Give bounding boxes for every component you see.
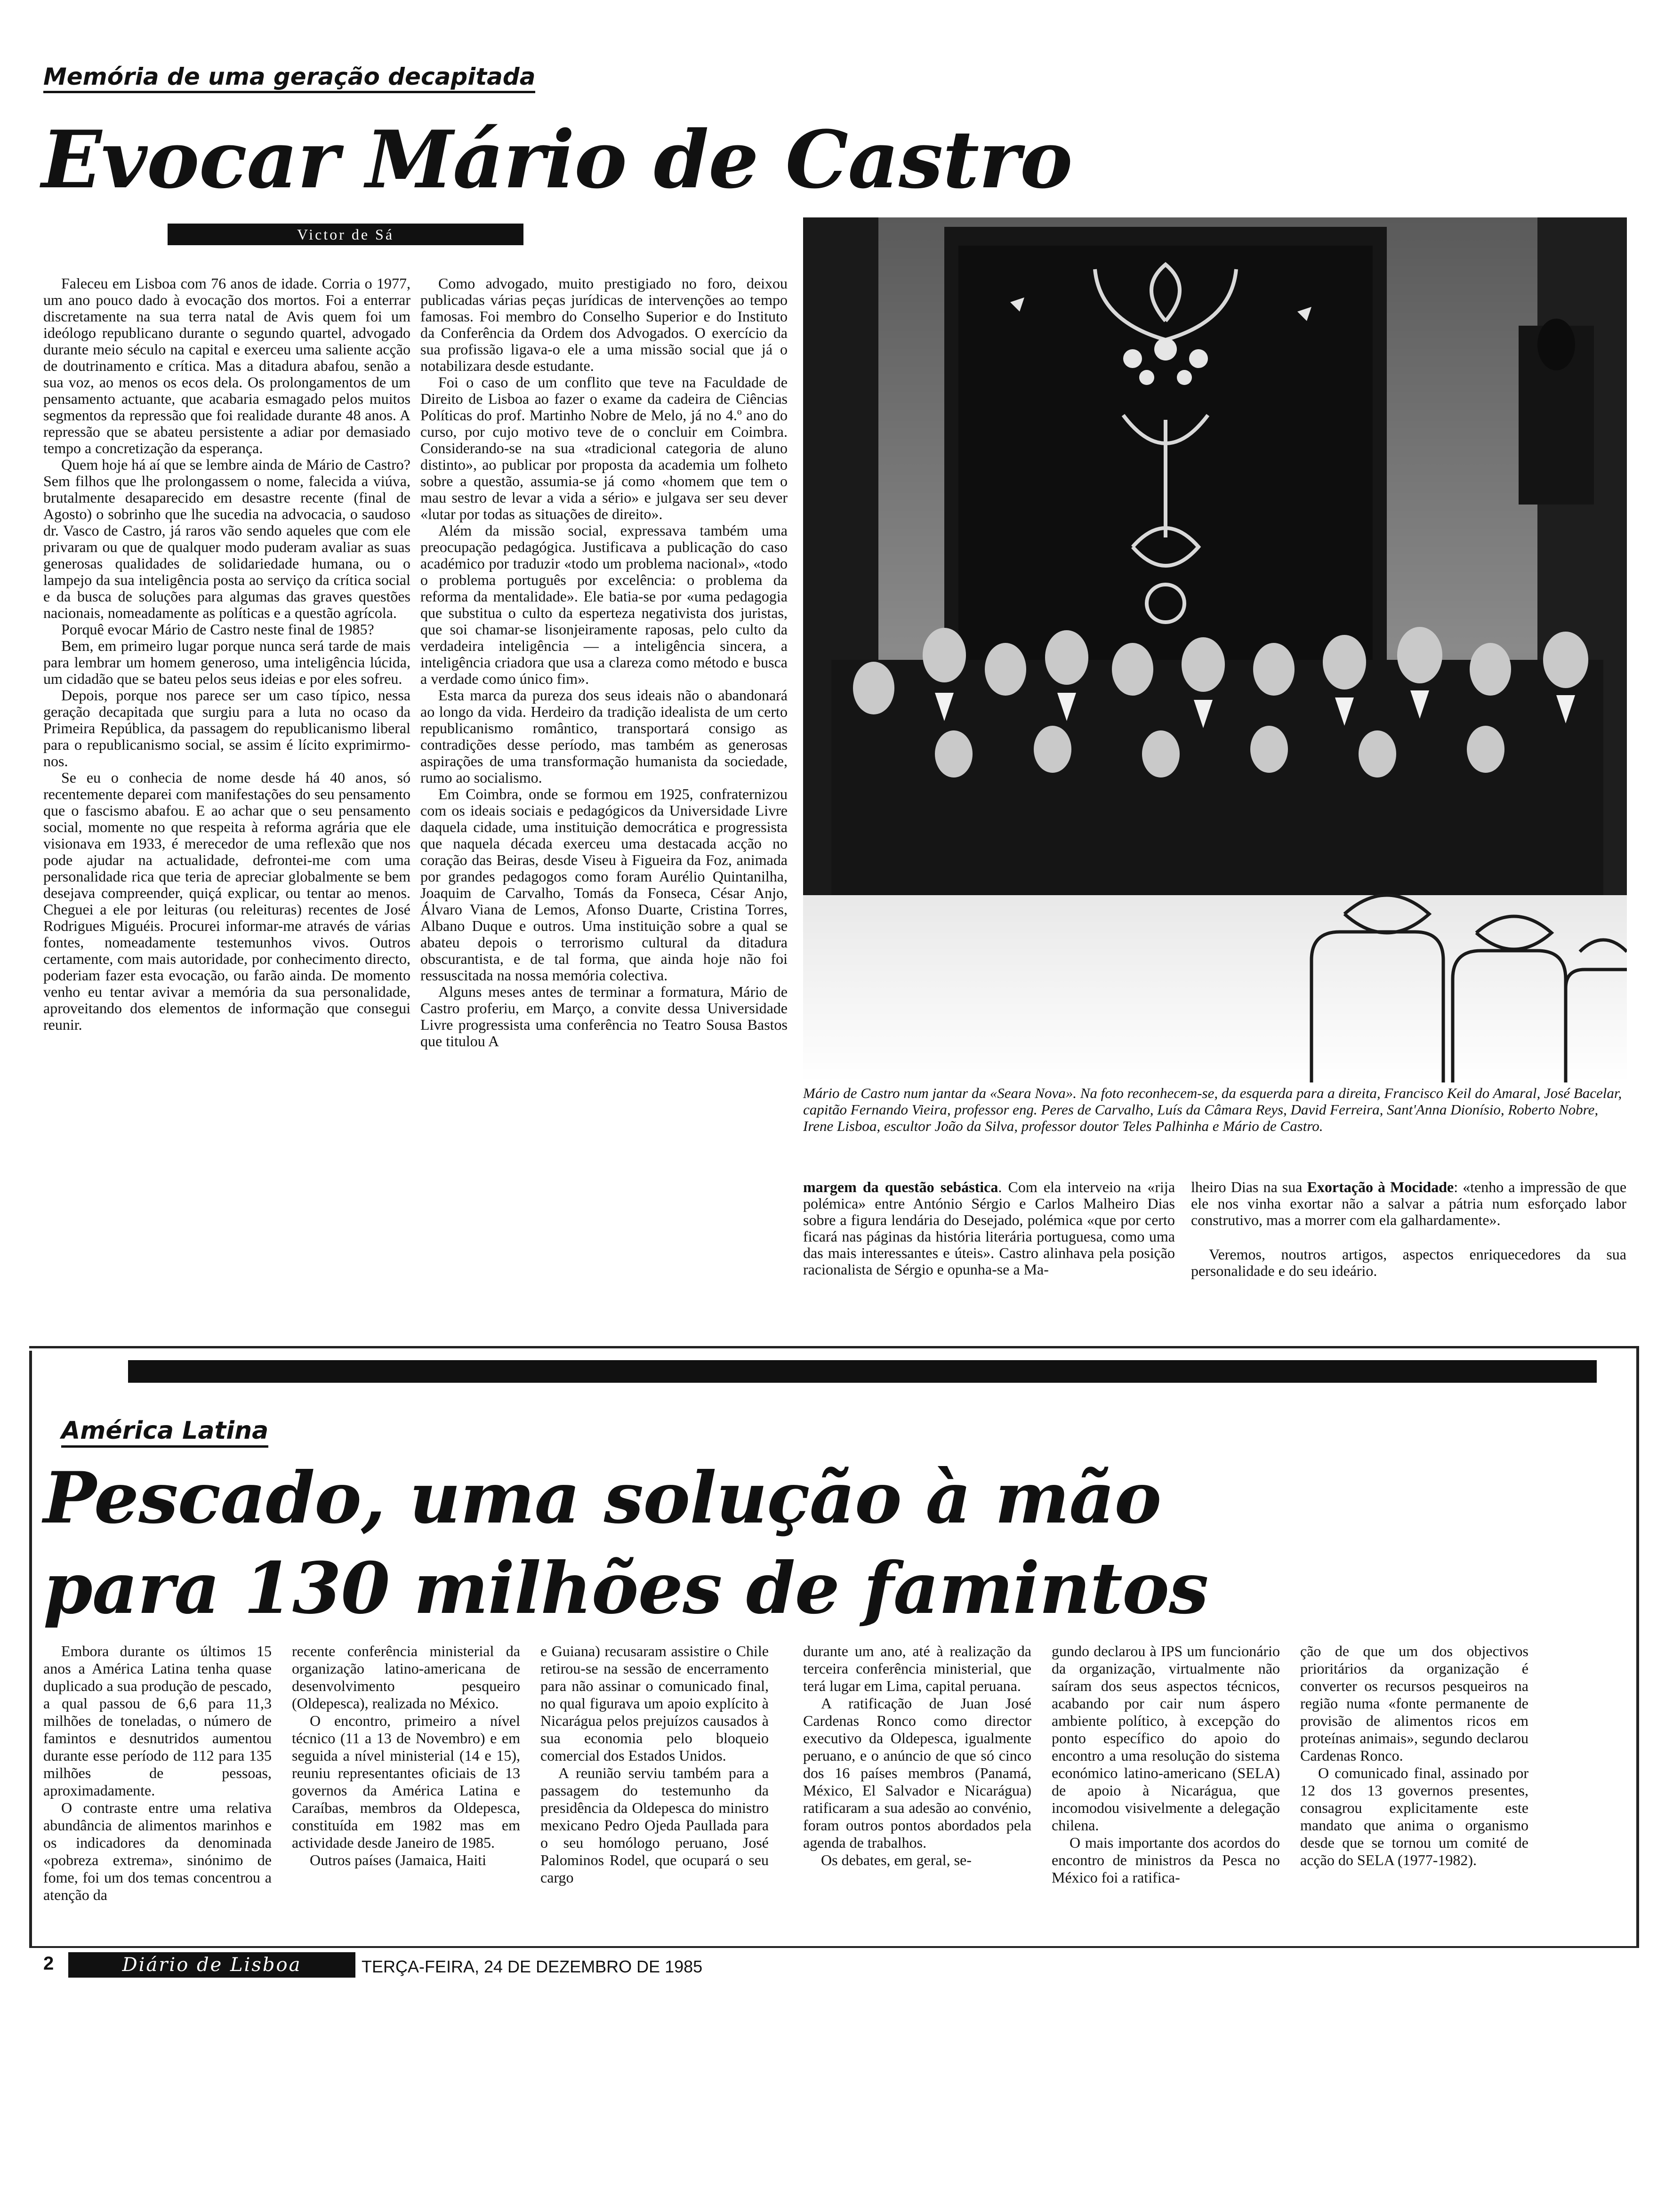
article-column-2 [292, 1643, 520, 1869]
article-headline-line-2: para 130 milhões de famintos [43, 1547, 1208, 1630]
paragraph: durante um ano, até à realização da terceira conferência ministerial, que terá lugar em Lima, capital peruana. [803, 1643, 1031, 1694]
paragraph: A ratificação de Juan José Cardenas Ronco como director executivo da Oldepesca, igualmente peruano, e o anúncio de que só cinco dos 16 países membros (Panamá, México, El Salvador e Nicarágua) ratificaram a sua adesão ao convénio, foram outros pontos abordados pela agenda de trabalhos. [803, 1695, 1031, 1851]
paragraph: Como advogado, muito prestigiado no foro, deixou publicadas várias peças jurídicas de intervenções ao tempo famosas. Foi membro do Conselho Superior e do Instituto da Conferência da Ordem dos Advogados. O exercício da sua profissão ligava-o ele a uma missão social que já o notabilizara desde estudante. [420, 275, 788, 374]
section-kicker: Memória de uma geração decapitada [43, 64, 535, 93]
paragraph: recente conferência ministerial da organização latino-americana de desenvolvimento pesqueiro (Oldepesca), realizada no México. [292, 1643, 520, 1712]
section-rule-bar [128, 1360, 1597, 1383]
paragraph: Em Coimbra, onde se formou em 1925, confraternizou com os ideais sociais e pedagógicos da Universidade Livre daquela cidade, uma instituição democrática e progressista que naquela década exerceu uma destacada acção no coração das Beiras, desde Viseu à Figueira da Foz, animada por grandes pedagogos como foram Aurélio Quintanilha, Joaquim de Carvalho, Tomás da Fonseca, César Anjo, Álvaro Viana de Lemos, Afonso Duarte, Cristina Torres, Albano Duque e outros. Uma instituição sobre a qual se abateu depois o terrorismo cultural da ditadura obscurantista, e de tal forma, que ainda hoje não foi ressuscitada na nossa memória colectiva. [420, 785, 788, 984]
paragraph: Se eu o conhecia de nome desde há 40 anos, só recentemente deparei com manifestações do seu pensamento que o fascismo abafou. E ao achar que o seu pensamento social, momente no que respeita à reforma agrária que ele visionava em 1933, é merecedor de uma reflexão que nos pode ajudar na actualidade, defrontei-me com uma personalidade rica que teria de apreciar globalmente se bem desejava compreender, quiçá explicar, ou tentar ao menos. Cheguei a ele por leituras (ou releituras) recentes de José Rodrigues Miguéis. Procurei informar-me através de várias fontes, nomeadamente testemunhos vivos. Outros certamente, com mais autoridade, por conhecimento directo, poderiam fazer esta evocação, ou farão ainda. De momento venho eu tentar avivar a memória da sua personalidade, aproveitando dos elementos de informação que consegui reunir. [43, 769, 410, 1033]
article-column-1 [43, 275, 410, 1033]
article-headline: Evocar Mário de Castro [41, 113, 1072, 206]
paragraph: O comunicado final, assinado por 12 dos 13 governos presentes, consagrou explicitamente este mandato que anima o organismo desde que se tornou um comité de acção do SELA (1977-1982). [1300, 1764, 1528, 1868]
box-border-top [29, 1346, 1639, 1348]
article-headline-line-1: Pescado, uma solução à mão [43, 1457, 1161, 1539]
paragraph [1191, 1179, 1626, 1228]
bold-title: Exortação à Mocidade [1307, 1178, 1454, 1195]
bold-phrase: margem da questão sebástica [803, 1178, 998, 1195]
paragraph: Veremos, noutros artigos, aspectos enriquecedores da sua personalidade e do seu ideário. [1191, 1246, 1626, 1279]
paragraph-text: lheiro Dias na sua [1191, 1178, 1307, 1195]
paragraph: O mais importante dos acordos do encontro de ministros da Pesca no México foi a ratifica- [1052, 1834, 1280, 1886]
photo-illustration [803, 217, 1627, 1082]
article-column-2 [420, 275, 788, 1050]
issue-date: TERÇA-FEIRA, 24 DE DEZEMBRO DE 1985 [362, 1957, 703, 1976]
paragraph: Os debates, em geral, se- [821, 1851, 972, 1868]
photo-caption: Mário de Castro num jantar da «Seara Nova». Na foto reconhecem-se, da esquerda para a direita, Francisco Keil do Amaral, José Bacelar, capitão Fernando Vieira, professor eng. Peres de Carvalho, Luís da Câmara Reys, David Ferreira, Sant'Anna Dionísio, Roberto Nobre, Irene Lisboa, escultor João da Silva, professor doutor Teles Palhinha e Mário de Castro. [803, 1085, 1622, 1134]
footer-rule [29, 1946, 1639, 1948]
box-border-right [1636, 1346, 1639, 1946]
paragraph: e Guiana) recusaram assistire o Chile retirou-se na sessão de encerramento para não assinar o comunicado final, no qual figurava um apoio explícito à Nicarágua pelos prejuízos causados à sua economia pelo bloqueio comercial dos Estados Unidos. [540, 1643, 769, 1764]
paragraph: gundo declarou à IPS um funcionário da organização, virtualmente não saíram dos seus aspectos técnicos, acabando por cair num áspero ambiente político, à excepção do ponto específico do apoio do encontro a uma resolução do sistema económico latino-americano (SELA) de apoio à Nicarágua, que incomodou visivelmente a delegação chilena. [1052, 1643, 1280, 1834]
paragraph: O encontro, primeiro a nível técnico (11 a 13 de Novembro) e em seguida a nível ministerial (14 e 15), reuniu representantes oficiais de 13 governos da América Latina e Caraíbas, membros da Oldepesca, constituída em 1982 mas em actividade desde Janeiro de 1985. [292, 1712, 520, 1851]
section-kicker: América Latina [61, 1418, 268, 1448]
paragraph: Porquê evocar Mário de Castro neste final de 1985? [61, 621, 374, 638]
paragraph: Foi o caso de um conflito que teve na Faculdade de Direito de Lisboa ao fazer o exame da cadeira de Ciências Políticas do prof. Martinho Nobre de Melo, já no 4.º ano do curso, por cujo motivo teve de o concluir em Coimbra. Considerando-se na sua «tradicional categoria de aluno distinto», ao publicar por proposta da academia um folheto sobre a questão, assumia-se já como «homem que tem o mau sestro de levar a vida a sério» e julgava ser seu dever «lutar por todas as situações de direito». [420, 374, 788, 522]
article-column-1 [43, 1643, 272, 1904]
paragraph-text: : «tenho a impressão de que ele nos vinha exortar não a salvar a pátria num esforçado labor construtivo, mas a morrer com ela galhardamente». [1191, 1178, 1627, 1228]
article-column-5 [1052, 1643, 1280, 1886]
box-border-left [29, 1351, 32, 1946]
paragraph: Depois, porque nos parece ser um caso típico, nessa geração decapitada que surgiu para a luta no ocaso da Primeira República, da passagem do republicanismo liberal para o republicanismo social, se assim é lícito exprimirmo-nos. [43, 687, 410, 769]
paragraph-text: Com ela interveio na «rija polémica» entre António Sérgio e Carlos Malheiro Dias sobre a figura lendária do Desejado, polémica «que por certo ficará nas páginas da história literária portuguesa, como uma das mais interessantes e úteis». Castro alinhava pela posição racionalista de Sérgio e opunha-se a Ma- [803, 1178, 1175, 1278]
article-column-6 [1300, 1643, 1528, 1869]
article-column-4 [803, 1643, 1031, 1869]
paragraph: Embora durante os últimos 15 anos a América Latina tenha quase duplicado a sua produção de pescado, a qual passou de 6,6 para 11,3 milhões de toneladas, o número de famintos e desnutridos aumentou durante esse período de 112 para 135 milhões de pessoas, aproximadamente. [43, 1643, 272, 1799]
article-column-4 [1191, 1179, 1626, 1279]
dinner-photograph [803, 217, 1627, 1082]
paragraph: A reunião serviu também para a passagem do testemunho da presidência da Oldepesca do ministro mexicano Pedro Ojeda Paullada para o seu homólogo peruano, José Palominos Rodel, que ocupará o seu cargo [540, 1764, 769, 1886]
paragraph: Outros países (Jamaica, Haiti [310, 1851, 486, 1868]
paragraph: Bem, em primeiro lugar porque nunca será tarde de mais para lembrar um homem generoso, uma inteligência lúcida, um cidadão que se bateu pelos seus ideias e por eles sofreu. [43, 637, 410, 687]
paragraph: ção de que um dos objectivos prioritários da organização é converter os recursos pesqueiros na região numa «fonte permanente de provisão de alimentos ricos em proteínas animais», segundo declarou Cardenas Ronco. [1300, 1643, 1528, 1764]
paragraph: margem da questão sebástica. Com ela interveio na «rija polémica» entre António Sérgio e Carlos Malheiro Dias sobre a figura lendária do Desejado, polémica «que por certo ficará nas páginas da história literária portuguesa, como uma das mais interessantes e úteis». Castro alinhava pela posição racionalista de Sérgio e opunha-se a Ma- [803, 1178, 1175, 1278]
byline: Victor de Sá [297, 226, 394, 243]
paragraph: Esta marca da pureza dos seus ideais não o abandonará ao longo da vida. Herdeiro da tradição idealista de um certo republicanismo romântico, transportará consigo as contradições desse período, mas também as generosas aspirações de uma transformação humanista da sociedade, rumo ao socialismo. [420, 687, 788, 786]
newspaper-masthead: Diário de Lisboa [68, 1952, 355, 1978]
paragraph: O contraste entre uma relativa abundância de alimentos marinhos e os indicadores da denominada «pobreza extrema», sinónimo de fome, foi um dos temas concentrou a atenção da [43, 1799, 272, 1903]
paragraph: Faleceu em Lisboa com 76 anos de idade. Corria o 1977, um ano pouco dado à evocação dos mortos. Foi a enterrar discretamente na sua terra natal de Avis quem foi um ideólogo republicano durante o segundo quartel, advogado durante meio século na capital e exerceu uma saliente acção de doutrinamento e crítica. Mas a ditadura abafou, senão a sua voz, ao menos os ecos dela. Os prolongamentos de um pensamento actuante, que acabaria esmagado pelos muitos segmentos da repressão que foi realidade durante 48 anos. A repressão que se abateu persistente a adiar por demasiado tempo a concretização da esperança. [43, 275, 410, 457]
paragraph: Além da missão social, expressava também uma preocupação pedagógica. Justificava a publicação do caso académico por traduzir «todo um problema nacional», «todo o problema português por excelência: o problema da reforma da mentalidade». Ele batia-se por «uma pedagogia que substitua o culto da esperteza negativista dos juristas, que soi chamar-se lisonjeiramente raposas, pelo culto da verdadeira inteligência — a inteligência sincera, a inteligência criadora que usa a clareza como método e busca a verdade como único fim». [420, 522, 788, 687]
article-column-3 [803, 1179, 1175, 1278]
page-number: 2 [43, 1953, 54, 1974]
article-column-3 [540, 1643, 769, 1886]
paragraph: Alguns meses antes de terminar a formatura, Mário de Castro proferiu, em Março, a convite dessa Universidade Livre progressista uma conferência no Teatro Sousa Bastos que titulou A [420, 983, 788, 1050]
paragraph: Quem hoje há aí que se lembre ainda de Mário de Castro? Sem filhos que lhe prolongassem o nome, falecida a viúva, brutalmente desaparecido em desastre recente (final de Agosto) o sobrinho que lhe sucedia na advocacia, o saudoso dr. Vasco de Castro, já raros vão sendo aqueles que com ele privaram ou que de qualquer modo puderam avaliar as suas generosas qualidades de solidariedade humana, ou o lampejo da sua inteligência posta ao serviço da crítica social e da busca de soluções para algumas das graves questões nacionais, nomeadamente as políticas e a questão agrícola. [43, 456, 410, 621]
byline-bar [168, 224, 523, 245]
